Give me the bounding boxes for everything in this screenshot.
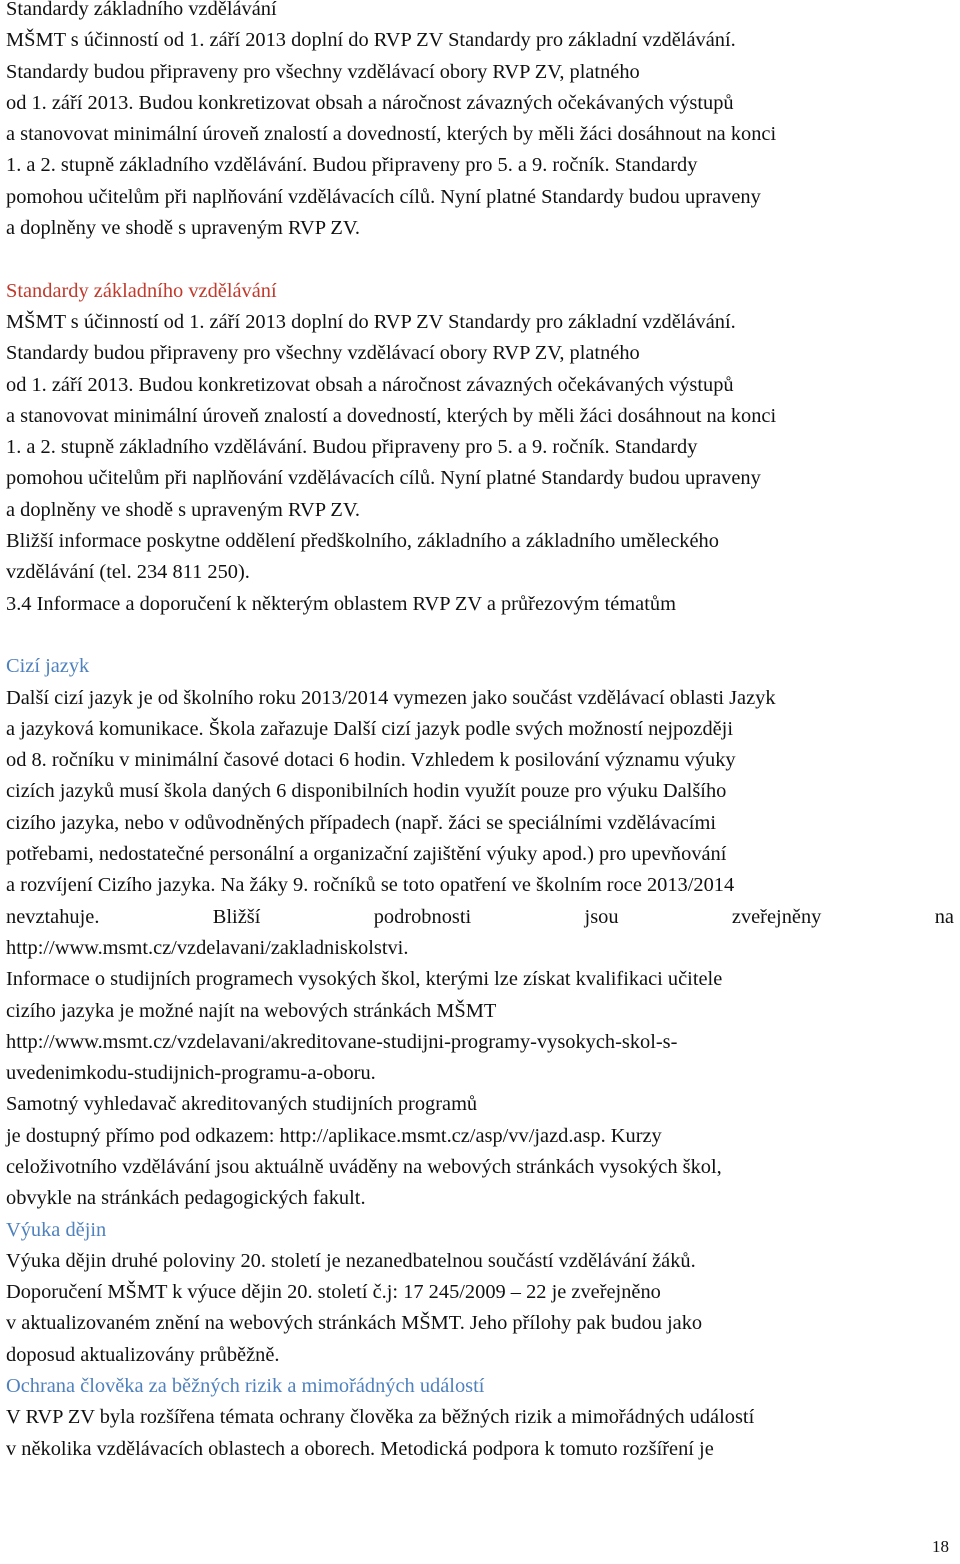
text-line: Výuka dějin druhé poloviny 20. století je nezanedbatelnou součástí vzdělávání žáků. bbox=[6, 1249, 696, 1272]
text-line: od 8. ročníku v minimální časové dotaci 6 hodin. Vzhledem k posilování významu výuky bbox=[6, 749, 736, 772]
text-line: a doplněny ve shodě s upraveným RVP ZV. bbox=[6, 217, 361, 240]
text-line: pomohou učitelům při naplňování vzdělávacích cílů. Nyní platné Standardy budou upraveny bbox=[6, 185, 761, 208]
text-line: 1. a 2. stupně základního vzdělávání. Budou připraveny pro 5. a 9. ročník. Standardy bbox=[6, 436, 698, 459]
text-line: v aktualizovaném znění na webových stránkách MŠMT. Jeho přílohy pak budou jako bbox=[6, 1312, 703, 1335]
text-line: Standardy budou připraveny pro všechny vzdělávací obory RVP ZV, platného bbox=[6, 342, 640, 365]
text-line: Informace o studijních programech vysokých škol, kterými lze získat kvalifikaci učitele bbox=[6, 968, 723, 991]
url-text: uvedenimkodu-studijnich-programu-a-oboru. bbox=[6, 1062, 376, 1085]
section-standardy-2 bbox=[6, 276, 954, 620]
text-line: potřebami, nedostatečné personální a organizační zajištění výuky apod.) pro upevňování bbox=[6, 843, 727, 866]
heading-vyuka-dejin: Výuka dějin bbox=[6, 1218, 107, 1241]
spacer bbox=[6, 244, 954, 275]
text-line: a stanovovat minimální úroveň znalostí a dovedností, kterých by měli žáci dosáhnout na konci bbox=[6, 123, 777, 146]
text-line: Standardy budou připraveny pro všechny vzdělávací obory RVP ZV, platného bbox=[6, 60, 640, 83]
text-line: MŠMT s účinností od 1. září 2013 doplní do RVP ZV Standardy pro základní vzdělávání. bbox=[6, 29, 736, 52]
word: nevztahuje. bbox=[6, 905, 100, 928]
text-line: a doplněny ve shodě s upraveným RVP ZV. bbox=[6, 498, 361, 521]
text-line: je dostupný přímo pod odkazem: http://aplikace.msmt.cz/asp/vv/jazd.asp. Kurzy bbox=[6, 1124, 662, 1147]
text-line: doposud aktualizovány průběžně. bbox=[6, 1343, 280, 1366]
text-line: Doporučení MŠMT k výuce dějin 20. století č.j: 17 245/2009 – 22 je zveřejněno bbox=[6, 1281, 661, 1304]
text-line: cizího jazyka, nebo v odůvodněných případech (např. žáci se speciálními vzdělávacími bbox=[6, 811, 716, 834]
text-line: pomohou učitelům při naplňování vzdělávacích cílů. Nyní platné Standardy budou upraveny bbox=[6, 467, 761, 490]
section-cizi-jazyk bbox=[6, 651, 954, 1214]
text-line: obvykle na stránkách pedagogických fakult. bbox=[6, 1187, 366, 1210]
heading-ochrana: Ochrana člověka za běžných rizik a mimořádných událostí bbox=[6, 1375, 485, 1398]
text-line: Další cizí jazyk je od školního roku 2013/2014 vymezen jako součást vzdělávací oblasti Jazyk bbox=[6, 686, 776, 709]
spacer bbox=[6, 620, 954, 651]
word: podrobnosti bbox=[373, 905, 472, 928]
text-line: 1. a 2. stupně základního vzdělávání. Budou připraveny pro 5. a 9. ročník. Standardy bbox=[6, 154, 698, 177]
text-line: cizího jazyka je možné najít na webových stránkách MŠMT bbox=[6, 999, 497, 1022]
heading-standardy: Standardy základního vzdělávání bbox=[6, 279, 277, 302]
justified-line bbox=[6, 902, 954, 933]
text-line: Bližší informace poskytne oddělení předškolního, základního a základního uměleckého bbox=[6, 530, 719, 553]
text-line: a rozvíjení Cizího jazyka. Na žáky 9. ročníků se toto opatření ve školním roce 2013/2014 bbox=[6, 874, 735, 897]
word: jsou bbox=[584, 905, 619, 928]
section-vyuka-dejin bbox=[6, 1215, 954, 1371]
text-line: MŠMT s účinností od 1. září 2013 doplní do RVP ZV Standardy pro základní vzdělávání. bbox=[6, 310, 736, 333]
section-standardy-1 bbox=[6, 0, 954, 244]
section-ochrana bbox=[6, 1371, 954, 1465]
text-line: od 1. září 2013. Budou konkretizovat obsah a náročnost závazných očekávaných výstupů bbox=[6, 91, 734, 114]
word: na bbox=[934, 905, 954, 928]
text-line: a stanovovat minimální úroveň znalostí a dovedností, kterých by měli žáci dosáhnout na konci bbox=[6, 404, 777, 427]
url-text: http://www.msmt.cz/vzdelavani/zakladniskolstvi. bbox=[6, 936, 409, 959]
text-line: Samotný vyhledavač akreditovaných studijních programů bbox=[6, 1093, 478, 1116]
url-text: http://www.msmt.cz/vzdelavani/akreditovane-studijni-programy-vysokych-skol-s- bbox=[6, 1030, 678, 1053]
text-line: a jazyková komunikace. Škola zařazuje Další cizí jazyk podle svých možností nejpozději bbox=[6, 717, 734, 740]
heading-cizi-jazyk: Cizí jazyk bbox=[6, 655, 90, 678]
text-line: od 1. září 2013. Budou konkretizovat obsah a náročnost závazných očekávaných výstupů bbox=[6, 373, 734, 396]
text-line: cizích jazyků musí škola daných 6 disponibilních hodin využít pouze pro výuku Dalšího bbox=[6, 780, 727, 803]
word: Bližší bbox=[212, 905, 261, 928]
text-line: v několika vzdělávacích oblastech a oborech. Metodická podpora k tomuto rozšíření je bbox=[6, 1437, 714, 1460]
word: zveřejněny bbox=[731, 905, 822, 928]
page-number: 18 bbox=[932, 1537, 949, 1556]
text-line: vzdělávání (tel. 234 811 250). bbox=[6, 561, 250, 584]
text-line: V RVP ZV byla rozšířena témata ochrany člověka za běžných rizik a mimořádných událostí bbox=[6, 1406, 755, 1429]
text-line: celoživotního vzdělávání jsou aktuálně uváděny na webových stránkách vysokých škol, bbox=[6, 1155, 722, 1178]
text-line: Standardy základního vzdělávání bbox=[6, 0, 277, 20]
section-title-3-4: 3.4 Informace a doporučení k některým oblastem RVP ZV a průřezovým tématům bbox=[6, 592, 676, 615]
